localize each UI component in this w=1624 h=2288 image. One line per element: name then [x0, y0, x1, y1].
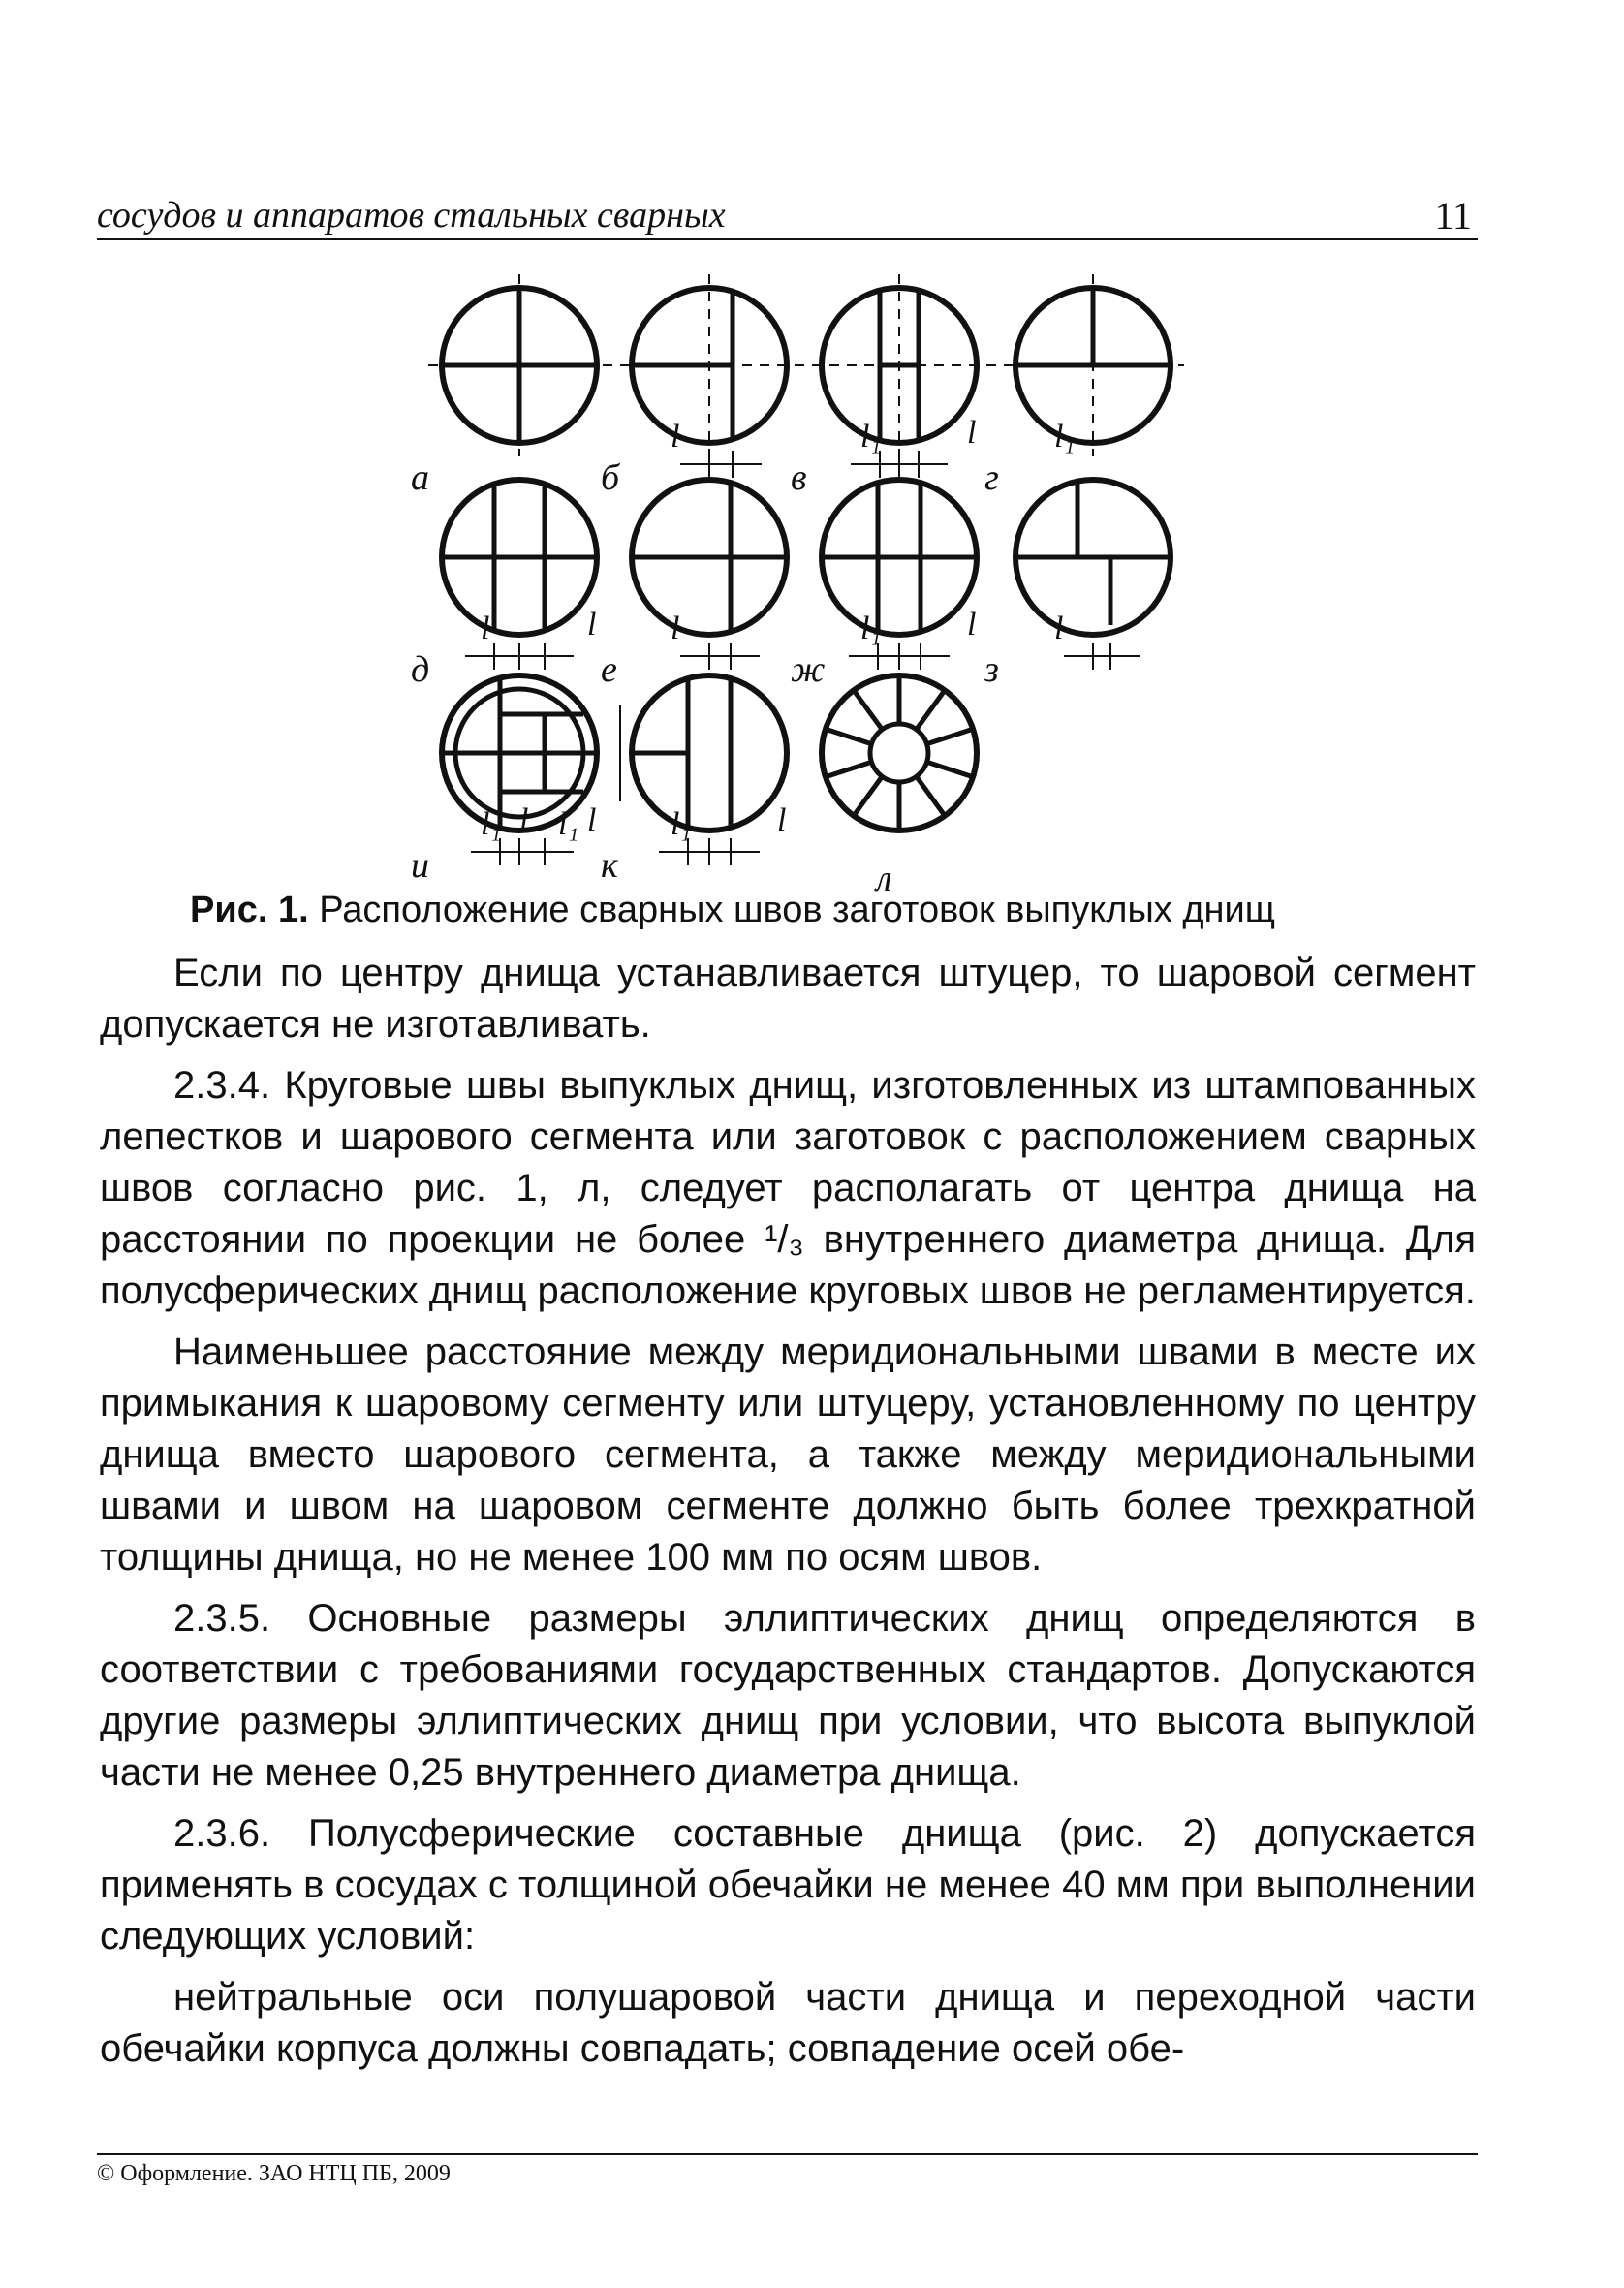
petal-seam — [917, 690, 945, 729]
dimension-label: l — [587, 802, 597, 838]
dimension-label: l₁ — [558, 806, 579, 842]
dimension-label: l₁ — [860, 611, 882, 646]
dimension-label: l — [1054, 611, 1064, 646]
petal-seam — [927, 762, 974, 776]
dimension-label: l — [671, 419, 680, 454]
dimension-label: l — [519, 802, 529, 838]
dimension-label: l — [967, 415, 977, 451]
petal-seam — [854, 690, 882, 729]
paragraph: 2.3.6. Полусферические составные днища (рис. 2) допускается применять в сосудах с толщиной обечайки не менее 40 мм при выполнении следующих условий: — [100, 1812, 1476, 1958]
running-title: сосудов и аппаратов стальных сварных — [97, 195, 726, 235]
dimension-label: l₁ — [671, 806, 692, 842]
dimension-label: l — [481, 611, 490, 646]
spherical-segment — [870, 724, 928, 782]
footer-rule — [97, 2153, 1478, 2155]
paragraph: нейтральные оси полушаровой части днища и переходной части обечайки корпуса должны совпадать; совпадение осей обе- — [100, 1976, 1476, 2070]
figure-weld-layouts — [388, 257, 1260, 892]
dimension-label: l₁ — [1054, 419, 1076, 454]
paragraph: 2.3.5. Основные размеры эллиптических днищ определяются в соответствии с требованиями государственных стандартов. Допускаются другие размеры эллиптических днищ при условии, что высота выпуклой части не менее 0,25 внутреннего диаметра днища. — [100, 1597, 1476, 1794]
dimension-label: l — [777, 802, 787, 838]
petal-seam — [917, 776, 945, 815]
panel-letter: к — [601, 845, 618, 886]
panel-letter: л — [876, 859, 892, 892]
dimension-label: l₁ — [481, 806, 502, 842]
panel-letter: б — [601, 457, 620, 498]
panel-letter: ж — [791, 649, 826, 690]
dimension-label: l — [967, 607, 977, 643]
dimension-label: l₁ — [860, 419, 882, 454]
petal-seam — [826, 762, 872, 776]
body-text — [100, 948, 1476, 2084]
panel-letter: в — [791, 457, 807, 498]
dimension-label: l — [671, 611, 680, 646]
figure-caption — [190, 890, 1275, 931]
petal-seam — [826, 729, 872, 743]
page-number: 11 — [1434, 194, 1472, 237]
petal-seam — [854, 776, 882, 815]
panel-letter: и — [411, 845, 429, 886]
panel-letter: е — [601, 649, 617, 690]
running-header — [97, 194, 1478, 240]
paragraph: Если по центру днища устанавливается штуцер, то шаровой сегмент допускается не изготавливать. — [100, 952, 1476, 1046]
figure-drawing — [388, 257, 1260, 892]
figure-caption-text: Расположение сварных швов заготовок выпуклых днищ — [308, 890, 1275, 930]
paragraph: Наименьшее расстояние между меридиональными швами в месте их примыкания к шаровому сегменту или штуцеру, установленному по центру днища вместо шарового сегмента, а также между меридиональными швами и швом на шаровом сегменте должно быть более трехкратной толщины днища, но не менее 100 мм по осям швов. — [100, 1331, 1476, 1579]
dimension-label: l — [587, 607, 597, 643]
figure-caption-label: Рис. 1. — [190, 890, 309, 930]
paragraph: 2.3.4. Круговые швы выпуклых днищ, изготовленных из штампованных лепестков и шарового сегмента или заготовок с расположением сварных швов согласно рис. 1, л, следует располагать от центра днища на расстоянии по проекции не более ¹/₃ внутреннего диаметра днища. Для полусферических днищ расположение круговых швов не регламентируется. — [100, 1064, 1476, 1312]
petal-seam — [927, 729, 974, 743]
footer-copyright: © Оформление. ЗАО НТЦ ПБ, 2009 — [97, 2161, 451, 2186]
panel-letter: з — [984, 649, 999, 690]
panel-letter: а — [411, 457, 429, 498]
panel-letter: г — [984, 457, 999, 498]
panel-letter: д — [411, 649, 430, 690]
